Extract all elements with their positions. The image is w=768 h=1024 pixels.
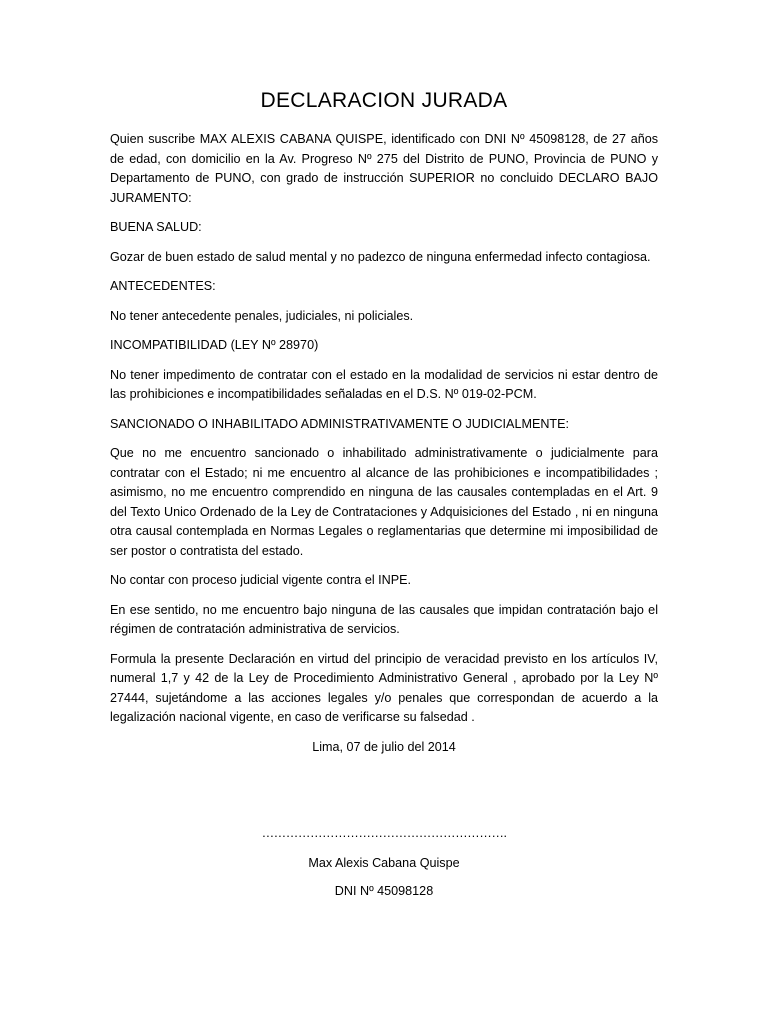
document-title: DECLARACION JURADA	[260, 89, 508, 112]
section-text-buena-salud: Gozar de buen estado de salud mental y no padezco de ninguna enfermedad infecto contagiosa.	[110, 249, 651, 264]
sentido-paragraph: En ese sentido, no me encuentro bajo ninguna de las causales que impidan contratación bajo el régimen de contratación administrativa de servicios.	[110, 602, 658, 636]
intro-paragraph: Quien suscribe MAX ALEXIS CABANA QUISPE, identificado con DNI Nº 45098128, de 27 años de edad, con domicilio en la Av. Progreso Nº 275 del Distrito de PUNO, Provincia de PUNO y Departamento de PUNO, con grado de instrucción SUPERIOR no concluido DECLARO BAJO JURAMENTO:	[110, 132, 658, 205]
section-heading-antecedentes: ANTECEDENTES:	[110, 279, 216, 293]
section-heading-sancionado: SANCIONADO O INHABILITADO ADMINISTRATIVAMENTE O JUDICIALMENTE:	[110, 416, 570, 431]
place-date: Lima, 07 de julio del 2014	[312, 739, 456, 754]
inpe-paragraph: No contar con proceso judicial vigente contra el INPE.	[110, 573, 412, 587]
section-heading-buena-salud: BUENA SALUD:	[110, 220, 202, 234]
signatory-name: Max Alexis Cabana Quispe	[308, 856, 460, 870]
section-heading-incompatibilidad: INCOMPATIBILIDAD (LEY Nº 28970)	[110, 338, 319, 352]
formula-paragraph: Formula la presente Declaración en virtud del principio de veracidad previsto en los artículos IV, numeral 1,7 y 42 de la Ley de Procedimiento Administrativo General , aprobado por la Ley Nº 27444, sujetándome a las acciones legales y/o penales que correspondan de acuerdo a la legalización nacional vigente, en caso de verificarse su falsedad .	[110, 651, 658, 724]
document-body	[110, 130, 658, 767]
section-text-antecedentes: No tener antecedente penales, judiciales, ni policiales.	[110, 308, 414, 323]
signatory-dni: DNI Nº 45098128	[334, 884, 434, 898]
section-text-sancionado: Que no me encuentro sancionado o inhabilitado administrativamente o judicialmente para contratar con el Estado; ni me encuentro al alcance de las prohibiciones e incompatibilidades ; asimismo, no me encuentro comprendido en ninguna de las causales contempladas en el Art. 9 del Texto Unico Ordenado de la Ley de Contrataciones y Adquisiciones del Estado , ni en ninguna otra causal contemplada en Normas Legales o reglamentarias que determine mi imposibilidad de ser postor o contratista del estado.	[110, 446, 658, 558]
section-text-incompatibilidad: No tener impedimento de contratar con el estado en la modalidad de servicios ni estar dentro de las prohibiciones e incompatibilidades señaladas en el D.S. Nº 019-02-PCM.	[110, 367, 658, 401]
signature-line: …………………………………………………….	[261, 826, 507, 840]
